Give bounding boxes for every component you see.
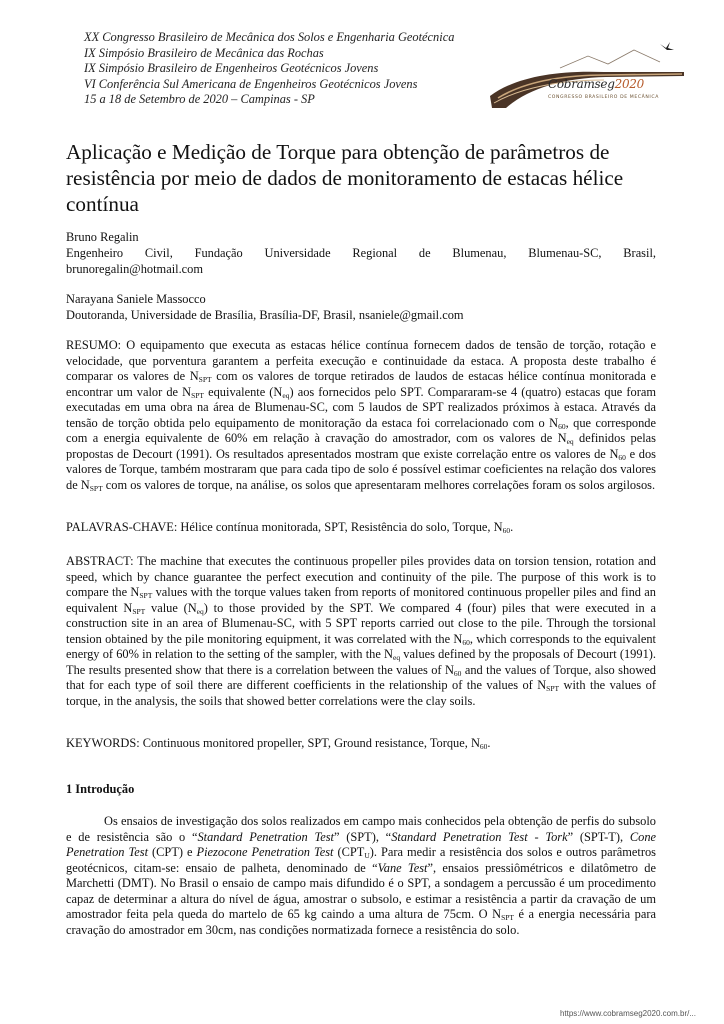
conference-line: VI Conferência Sul Americana de Engenheiros Geotécnicos Jovens [84, 76, 418, 91]
abstract-paragraph: ABSTRACT: The machine that executes the continuous propeller piles provides data on torsion tension, rotation and speed, which by chance guarantee the perfect execution and continuity of the pile. The purpose of this work is to compare the $N_{SPT}$ values with the torque values taken from reports of monitored continuous propeller piles and find an equivalent $N_{SPT}$ value $(N_{eq})$ to those provided by the SPT. We compared 4 (four) piles that were executed in a construction site in an area of Blumenau-SC, with 5 SPT reports carried out close to the pile. Through the torsional tension obtained by the pile monitoring equipment, it was correlated with the $N_{60}$, which corresponds to the equivalent energy of 60% in relation to the setting of the sampler, with the $N_{eq}$ values defined by the proposals of Decourt (1991). The results presented show that there is a correlation between the values of $N_{60}$ and the values of Torque, also showed that for each type of soil there are different coefficients in the relationship of the values of $N_{SPT}$ with the values of torque, in the analysis, the soils that showed better correlations were the clay soils. [66, 554, 656, 708]
footer-url[interactable]: https://www.cobramseg2020.com.br/... [559, 1009, 696, 1018]
palavras-chave-paragraph: PALAVRAS-CHAVE: Hélice contínua monitorada, SPT, Resistência do solo, Torque, $N_{60}$. [66, 520, 514, 535]
paper-title: Aplicação e Medição de Torque para obtenção de parâmetros de resistência por meio de dados de monitoramento de estacas hélice contínua [66, 140, 624, 216]
author-affiliation: Engenheiro Civil, Fundação Universidade Regional de Blumenau, Blumenau-SC, Brasil, [66, 246, 656, 260]
author-name: Narayana Saniele Massocco [66, 292, 206, 306]
logo-mountain-line [560, 50, 660, 68]
cobramseg-logo [484, 36, 696, 112]
section-heading: 1 Introdução [66, 782, 135, 796]
conference-line: XX Congresso Brasileiro de Mecânica dos Solos e Engenharia Geotécnica [84, 30, 455, 44]
logo-wordmark: Cobramseg2020 [548, 77, 644, 91]
conference-line: IX Simpósio Brasileiro de Mecânica das Rochas [84, 45, 324, 60]
logo-subtitle: CONGRESSO BRASILEIRO DE MECÂNICA [548, 95, 659, 100]
author-block [66, 291, 656, 323]
conference-line: IX Simpósio Brasileiro de Engenheiros Geotécnicos Jovens [84, 61, 379, 76]
conference-dates: 15 a 18 de Setembro de 2020 – Campinas - SP [84, 92, 315, 107]
resumo-paragraph: RESUMO: O equipamento que executa as estacas hélice contínua fornecem dados de tensão de torção, rotação e velocidade, que porventura garantem a perfeita execução e continuidade da estaca. A proposta deste trabalho é comparar os valores de $N_{SPT}$ com os valores de torque retirados de laudos de estacas hélice contínua monitorada e encontrar um valor de $N_{SPT}$ equivalente $(N_{eq})$ aos fornecidos pelo SPT. Compararam-se 4 (quatro) estacas que foram executadas em uma obra na área de Blumenau-SC, com 5 laudos de SPT realizados próximos à estaca. Através da tensão de torção obtida pelo equipamento de monitoração da estaca foi correlacionado com o $N_{60}$, que corresponde com a energia equivalente de 60% em relação à cravação do amostrador, com os valores de $N_{eq}$ definidos pelas propostas de Decourt (1991). Os resultados apresentados mostram que existe correlação entre os valores de $N_{60}$ e dos valores de Torque, também mostraram que para cada tipo de solo é possível estimar coeficientes na relação dos valores de $N_{SPT}$ com os valores de torque, na análise, os solos que apresentaram melhores correlações foram os solos argilosos. [66, 338, 656, 493]
introduction-paragraph: Os ensaios de investigação dos solos realizados em campo mais conhecidos pela obtenção de perfis do subsolo e de resistência são o “Standard Penetration Test” (SPT), “Standard Penetration Test - Tork” (SPT-T), Cone Penetration Test (CPT) e Piezocone Penetration Test $(CPT_U)$. Para medir a resistência dos solos e outros parâmetros geotécnicos, citam-se: ensaio de palheta, denominado de “Vane Test”, ensaios pressiômétricos e dilatômetro de Marchetti (DMT). No Brasil o ensaio de campo mais difundido é o SPT, a sondagem a percussão é um procedimento capaz de determinar a altura do nível de água, amostrar o subsolo, e estimar a resistência a partir da cravação de um amostrador feita pela queda do martelo de 65 kg caindo a uma altura de 75cm. O $N_{SPT}$ é a energia necessária para cravação do amostrador em 30cm, nas condições normatizada fornece a resistência do solo. [66, 814, 657, 937]
author-affiliation: Doutoranda, Universidade de Brasília, Brasília-DF, Brasil, nsaniele@gmail.com [66, 308, 464, 322]
bird-icon [660, 42, 674, 50]
keywords-paragraph: KEYWORDS: Continuous monitored propeller, SPT, Ground resistance, Torque, $N_{60}$. [66, 736, 491, 751]
conference-header [84, 30, 504, 108]
author-block [66, 229, 656, 277]
author-email[interactable]: brunoregalin@hotmail.com [66, 262, 204, 276]
author-name: Bruno Regalin [66, 230, 139, 244]
